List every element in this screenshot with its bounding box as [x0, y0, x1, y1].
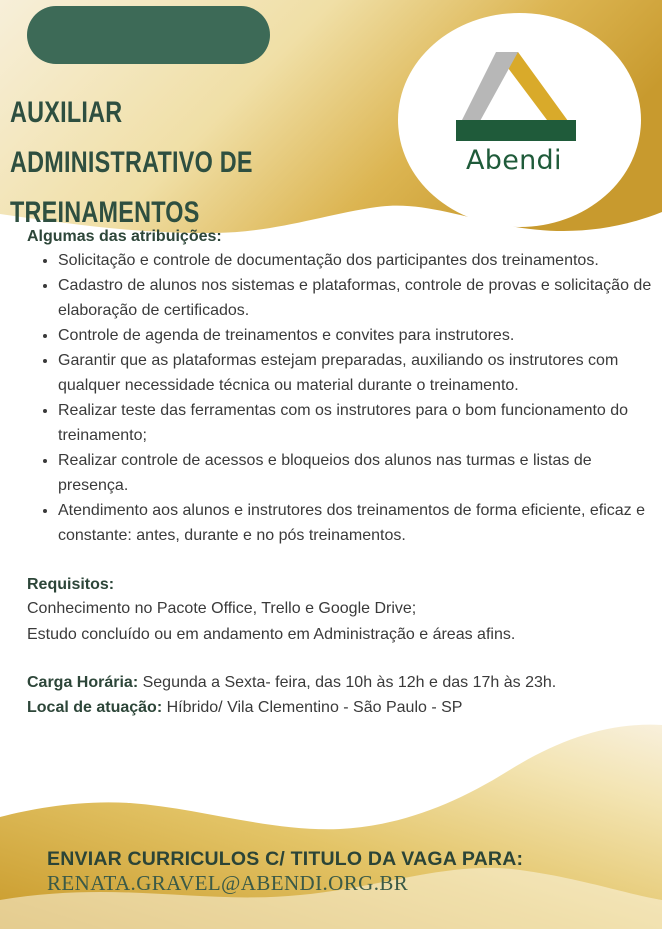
list-item: • Realizar teste das ferramentas com os instrutores para o bom funcionamento do treinamento;	[58, 398, 652, 448]
list-item: • Garantir que as plataformas estejam preparadas, auxiliando os instrutores com qualquer necessidade técnica ou material durante o treinamento.	[58, 348, 652, 398]
abendi-logo-icon	[452, 52, 580, 147]
contact-email[interactable]: RENATA.GRAVEL@ABENDI.ORG.BR	[47, 871, 409, 895]
list-item: • Realizar controle de acessos e bloqueios dos alunos nas turmas e listas de presença.	[58, 448, 652, 498]
requirements-section	[27, 574, 652, 648]
requirement-line: Conhecimento no Pacote Office, Trello e Google Drive;	[27, 600, 417, 617]
abendi-logo-text: Abendi	[466, 145, 562, 176]
list-item: • Cadastro de alunos nos sistemas e plataformas, controle de provas e solicitação de elaboração de certificados.	[58, 273, 652, 323]
schedule-label: Carga Horária:	[27, 674, 139, 691]
attributions-heading: Algumas das atribuições:	[27, 228, 222, 245]
schedule-location	[27, 670, 652, 720]
list-item: • Solicitação e controle de documentação dos participantes dos treinamentos.	[58, 248, 652, 273]
location-line	[27, 695, 652, 720]
job-description	[27, 226, 652, 720]
header-pill	[27, 6, 270, 64]
schedule-line	[27, 670, 652, 695]
list-item: • Controle de agenda de treinamentos e convites para instrutores.	[58, 323, 652, 348]
list-item: • Atendimento aos alunos e instrutores dos treinamentos de forma eficiente, eficaz e constante: antes, durante e no pós treinamentos.	[58, 498, 652, 548]
requirements-heading: Requisitos:	[27, 576, 115, 593]
schedule-value: Segunda a Sexta- feira, das 10h às 12h e das 17h às 23h.	[138, 674, 557, 691]
location-value: Híbrido/ Vila Clementino - São Paulo - SP	[162, 699, 463, 716]
job-title: AUXILIAR ADMINISTRATIVO DE TREINAMENTOS	[10, 96, 253, 229]
location-label: Local de atuação:	[27, 699, 163, 716]
footer-cta: ENVIAR CURRICULOS C/ TITULO DA VAGA PARA:	[47, 848, 524, 870]
attributions-list	[27, 248, 652, 548]
requirement-line: Estudo concluído ou em andamento em Administração e áreas afins.	[27, 626, 516, 643]
